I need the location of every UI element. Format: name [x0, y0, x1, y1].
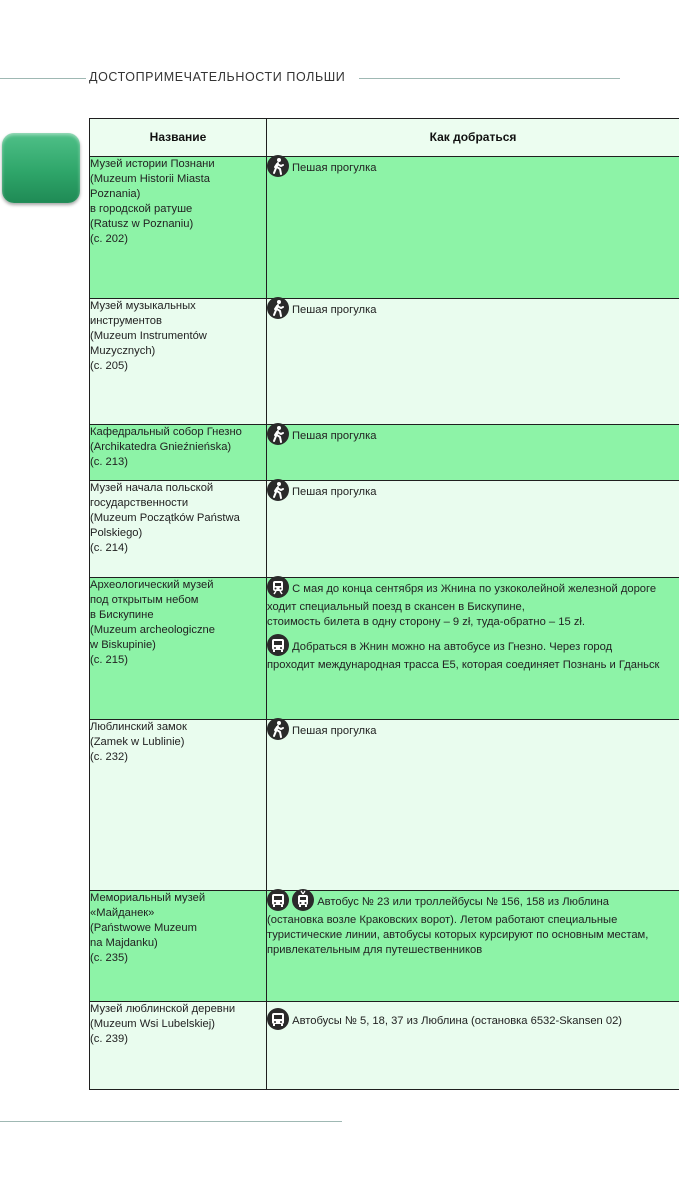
column-header-name: Название: [90, 119, 267, 157]
table-row: [90, 299, 679, 425]
bus-icon: [267, 634, 289, 656]
bus-icon: [267, 1008, 289, 1030]
sight-name-cell: Кафедральный собор Гнезно (Archikatedra Gnieźnieńska) (с. 213): [90, 425, 267, 481]
table-header-row: [90, 119, 679, 157]
walk-label: Пешая прогулка: [292, 303, 377, 316]
walk-label: Пешая прогулка: [292, 161, 377, 174]
trolleybus-icon: [292, 889, 314, 911]
walking-icon: [267, 297, 289, 319]
sight-name-cell: Музей люблинской деревни (Muzeum Wsi Lubelskiej) (с. 239): [90, 1002, 267, 1090]
bus-icon: [267, 889, 289, 911]
bus-route: Добраться в Жнин можно на автобусе из Гнезно. Через город проходит международная трасса Е5, которая соединяет Познань и Гданьск: [267, 636, 679, 673]
route-cell: [267, 578, 679, 720]
sights-table: [89, 118, 679, 1090]
route-cell: [267, 299, 679, 425]
walking-icon: [267, 155, 289, 177]
table-row: [90, 891, 679, 1002]
sight-name-cell: Музей музыкальных инструментов (Muzeum Instrumentów Muzycznych) (с. 205): [90, 299, 267, 425]
header-rule-right: [359, 78, 620, 79]
page-header-title: ДОСТОПРИМЕЧАТЕЛЬНОСТИ ПОЛЬШИ: [89, 70, 346, 84]
walk-label: Пешая прогулка: [292, 429, 377, 442]
sight-name-cell: Люблинский замок (Zamek w Lublinie) (с. 232): [90, 720, 267, 891]
route-cell: [267, 1002, 679, 1090]
header-rule-left: [0, 78, 86, 79]
walking-icon: [267, 423, 289, 445]
bus-route: Автобусы № 5, 18, 37 из Люблина (остановка 6532-Skansen 02): [267, 1010, 679, 1032]
sight-name-cell: Музей истории Познани (Muzeum Historii Miasta Poznania) в городской ратуше (Ratusz w Poznaniu) (с. 202): [90, 157, 267, 299]
train-route: С мая до конца сентября из Жнина по узкоколейной железной дороге ходит специальный поезд в скансен в Бискупине, стоимость билета в одну сторону – 9 zł, туда-обратно – 15 zł.: [267, 578, 679, 630]
route-cell: [267, 481, 679, 578]
walking-icon: [267, 479, 289, 501]
table-row: [90, 1002, 679, 1090]
route-cell: [267, 891, 679, 1002]
route-cell: [267, 157, 679, 299]
table-row: [90, 720, 679, 891]
route-cell: [267, 720, 679, 891]
chapter-tab: [2, 133, 80, 203]
bus-route: Автобус № 23 или троллейбусы № 156, 158 из Люблина (остановка возле Краковских ворот). Летом работают специальные туристические линии, автобусы которых курсируют по основным местам, привлекательным для путешественников: [267, 891, 679, 958]
sight-name-cell: Мемориальный музей «Майданек» (Państwowe Muzeum na Majdanku) (с. 235): [90, 891, 267, 1002]
train-icon: [267, 576, 289, 598]
route-cell: [267, 425, 679, 481]
table-row: [90, 157, 679, 299]
walk-label: Пешая прогулка: [292, 485, 377, 498]
footer-rule: [0, 1121, 342, 1122]
table-row: [90, 425, 679, 481]
walking-icon: [267, 718, 289, 740]
table-row: [90, 481, 679, 578]
table-row: [90, 578, 679, 720]
walk-label: Пешая прогулка: [292, 724, 377, 737]
sight-name-cell: Музей начала польской государственности (Muzeum Początków Państwa Polskiego) (с. 214): [90, 481, 267, 578]
sight-name-cell: Археологический музей под открытым небом в Бискупине (Muzeum archeologiczne w Biskupinie) (с. 215): [90, 578, 267, 720]
column-header-route: Как добраться: [267, 119, 679, 157]
